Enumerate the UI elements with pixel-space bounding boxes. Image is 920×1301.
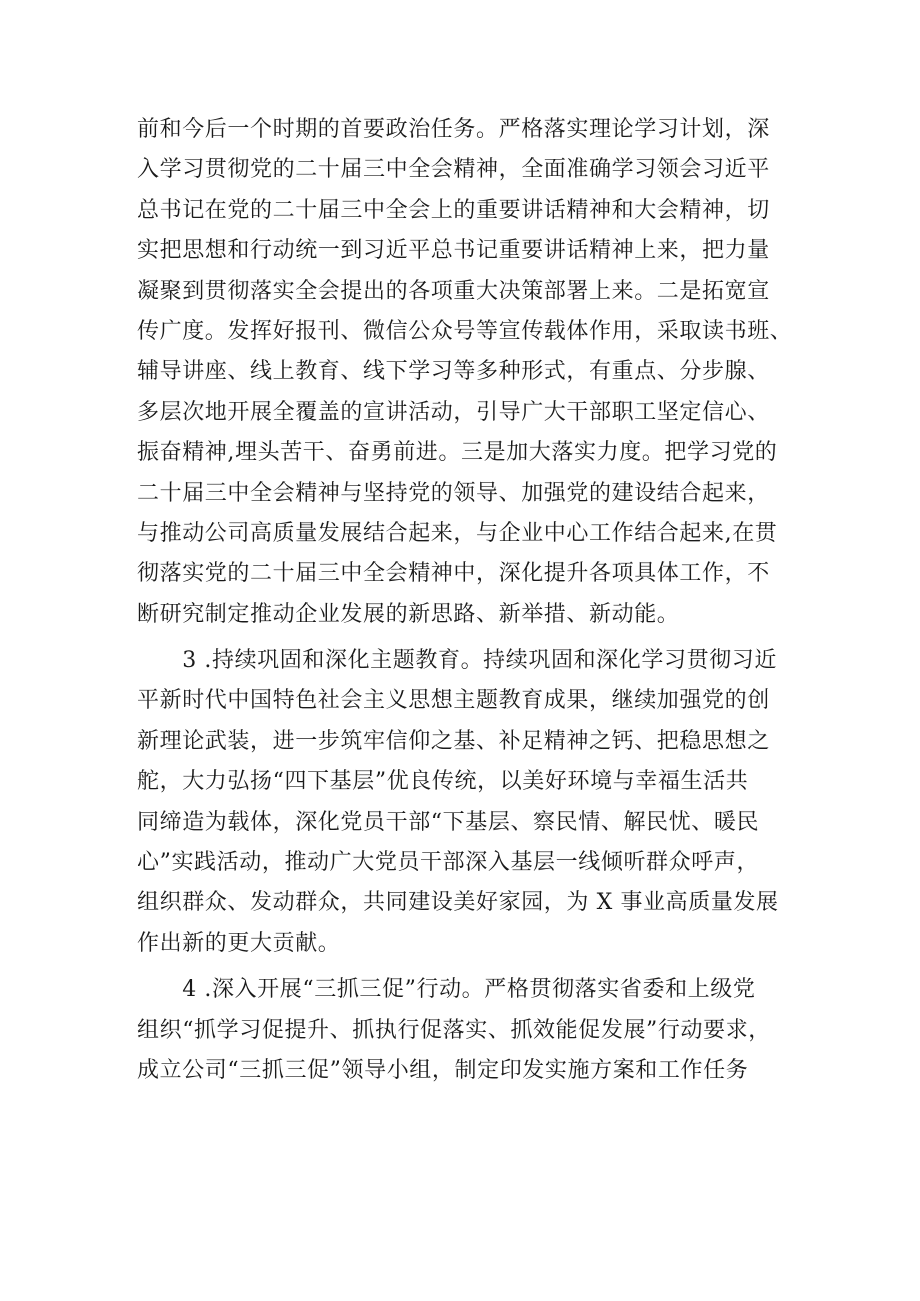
- text-line: 传广度。发挥好报刊、微信公众号等宣传载体作用，采取读书班、: [137, 318, 793, 344]
- text-line: 3 .持续巩固和深化主题教育。持续巩固和深化学习贯彻习近: [137, 648, 777, 674]
- paragraph-1: [137, 110, 797, 635]
- text-line: 二十届三中全会精神与坚持党的领导、加强党的建设结合起来，: [137, 480, 770, 506]
- text-line: 平新时代中国特色社会主义思想主题教育成果，继续加强党的创: [137, 688, 770, 714]
- text-line: 4 .深入开展“三抓三促”行动。严格贯彻落实省委和上级党: [137, 977, 756, 1003]
- text-line: 组织“抓学习促提升、抓执行促落实、抓效能促发展”行动要求，: [137, 1017, 771, 1043]
- text-line: 成立公司“三抓三促”领导小组，制定印发实施方案和工作任务: [137, 1057, 749, 1083]
- text-line: 实把思想和行动统一到习近平总书记重要讲话精神上来，把力量: [137, 238, 770, 264]
- text-line: 组织群众、发动群众，共同建设美好家园，为 X 事业高质量发展: [137, 890, 779, 916]
- text-line: 新理论武装，进一步筑牢信仰之基、补足精神之钙、把稳思想之: [137, 728, 770, 754]
- document-body: [137, 110, 797, 1091]
- text-line: 作出新的更大贡献。: [137, 930, 341, 956]
- paragraph-3: [137, 970, 797, 1091]
- text-line: 心”实践活动，推动广大党员干部深入基层一线倾听群众呼声，: [137, 850, 760, 876]
- text-line: 与推动公司高质量发展结合起来，与企业中心工作结合起来,在贯: [137, 520, 778, 546]
- text-line: 前和今后一个时期的首要政治任务。严格落实理论学习计划，深: [137, 117, 770, 142]
- text-line: 断研究制定推动企业发展的新思路、新举措、新动能。: [137, 601, 680, 627]
- text-line: 入学习贯彻党的二十届三中全会精神，全面准确学习领会习近平: [137, 157, 770, 183]
- text-line: 多层次地开展全覆盖的宣讲活动，引导广大干部职工坚定信心、: [137, 399, 770, 425]
- text-line: 辅导讲座、线上教育、线下学习等多种形式，有重点、分步腺、: [137, 359, 770, 385]
- text-line: 舵，大力弘扬“四下基层”优良传统，以美好环境与幸福生活共: [137, 769, 749, 795]
- paragraph-2: [137, 641, 797, 964]
- text-line: 总书记在党的二十届三中全会上的重要讲话精神和大会精神，切: [137, 197, 770, 223]
- text-line: 彻落实党的二十届三中全会精神中，深化提升各项具体工作，不: [137, 561, 770, 587]
- text-line: 同缔造为载体，深化党员干部“下基层、察民情、解民忧、暖民: [137, 809, 760, 835]
- text-line: 振奋精神,埋头苦干、奋勇前进。三是加大落实力度。把学习党的: [137, 440, 778, 466]
- text-line: 凝聚到贯彻落实全会提出的各项重大决策部署上来。二是拓宽宣: [137, 278, 770, 304]
